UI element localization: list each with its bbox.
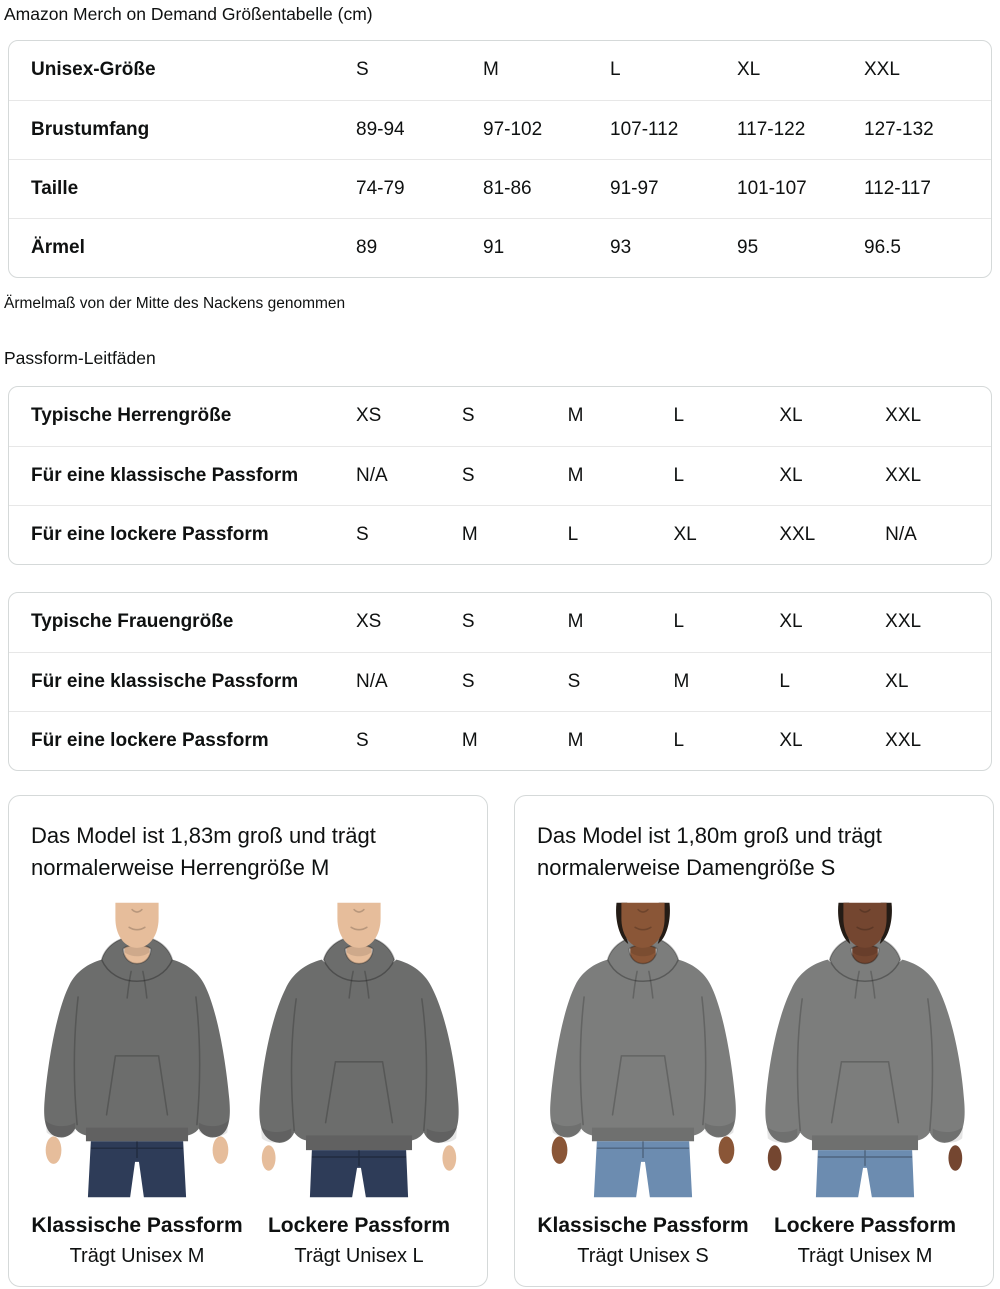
size-cell: 89 [356, 218, 483, 277]
table-row [9, 100, 991, 159]
size-cell: XXL [779, 505, 885, 564]
size-cell: 117-122 [737, 100, 864, 159]
size-cell: M [483, 59, 499, 81]
fit-size-caption: Trägt Unisex M [797, 1245, 933, 1267]
size-cell: XS [356, 611, 382, 633]
table-row [9, 41, 991, 100]
row-label: Für eine klassische Passform [9, 652, 356, 711]
page-title: Amazon Merch on Demand Größentabelle (cm) [4, 4, 373, 24]
size-cell: N/A [885, 505, 991, 564]
row-label: Für eine klassische Passform [9, 446, 356, 505]
row-label: Typische Herrengröße [31, 405, 232, 427]
size-cell: XXL [885, 405, 922, 427]
size-cell: L [610, 59, 621, 81]
size-cell: 101-107 [737, 159, 864, 218]
size-cell: L [779, 652, 885, 711]
fit-size-caption: Trägt Unisex M [69, 1245, 205, 1267]
size-cell: 107-112 [610, 100, 737, 159]
table-row [9, 218, 991, 277]
size-cell: 74-79 [356, 159, 483, 218]
size-cell: XL [737, 59, 761, 81]
size-cell: XXL [885, 711, 991, 770]
size-cell: 127-132 [864, 100, 991, 159]
man-classic-fit-photo [29, 900, 245, 1200]
size-cell: S [568, 652, 674, 711]
size-cell: 95 [737, 218, 864, 277]
fit-size-caption: Trägt Unisex S [577, 1245, 709, 1267]
size-cell: XL [779, 611, 803, 633]
row-label: Ärmel [9, 218, 356, 277]
size-cell: XL [779, 711, 885, 770]
table-row [9, 711, 991, 770]
size-cell: N/A [356, 652, 462, 711]
size-cell: S [462, 652, 568, 711]
size-cell: 93 [610, 218, 737, 277]
size-cell: L [673, 711, 779, 770]
woman-loose-fit-photo [757, 900, 973, 1200]
size-cell: S [461, 405, 475, 427]
fit-guides-title: Passform-Leitfäden [4, 348, 156, 368]
size-cell: S [356, 59, 369, 81]
fit-caption: Lockere Passform [773, 1214, 957, 1237]
model-photo-woman-classic [535, 900, 751, 1268]
model-photo-man-classic [29, 900, 245, 1268]
size-cell: S [356, 711, 462, 770]
row-label: Für eine lockere Passform [9, 505, 356, 564]
fit-caption: Lockere Passform [267, 1214, 451, 1237]
size-cell: M [568, 711, 674, 770]
womens-fit-table [8, 592, 992, 771]
woman-classic-fit-photo [535, 900, 751, 1200]
size-cell: XL [779, 446, 885, 505]
size-cell: S [461, 611, 475, 633]
unisex-size-table [8, 40, 992, 278]
size-cell: XL [673, 505, 779, 564]
man-loose-fit-photo [251, 900, 467, 1200]
size-cell: XL [779, 405, 803, 427]
size-cell: L [568, 505, 674, 564]
table-row [9, 652, 991, 711]
sleeve-measure-note: Ärmelmaß von der Mitte des Nackens genommen [4, 295, 346, 312]
size-cell: 91 [483, 218, 610, 277]
size-cell: 97-102 [483, 100, 610, 159]
size-cell: M [673, 652, 779, 711]
size-cell: 112-117 [864, 159, 991, 218]
mens-fit-table [8, 386, 992, 565]
size-cell: M [567, 611, 584, 633]
model-cards-row [8, 795, 992, 1287]
row-label: Für eine lockere Passform [9, 711, 356, 770]
size-cell: XXL [885, 611, 922, 633]
row-label: Typische Frauengröße [31, 611, 234, 633]
size-cell: M [568, 446, 674, 505]
table-row [9, 159, 991, 218]
table-row [9, 446, 991, 505]
model-photo-man-loose [251, 900, 467, 1268]
size-cell: L [673, 405, 685, 427]
size-cell: XXL [864, 59, 900, 81]
table-row [9, 387, 991, 446]
size-cell: XS [356, 405, 382, 427]
table-row [9, 505, 991, 564]
model-description: Das Model ist 1,80m groß und trägt normalerweise Damengröße S [537, 823, 882, 880]
size-cell: XXL [885, 446, 991, 505]
size-chart-page [4, 4, 992, 1287]
size-cell: M [567, 405, 584, 427]
female-model-card [514, 795, 994, 1287]
size-cell: S [462, 446, 568, 505]
photos-row [535, 900, 973, 1268]
size-cell: 81-86 [483, 159, 610, 218]
fit-caption: Klassische Passform [31, 1214, 243, 1237]
row-label: Brustumfang [9, 100, 356, 159]
photos-row [29, 900, 467, 1268]
model-photo-woman-loose [757, 900, 973, 1268]
size-cell: L [673, 446, 779, 505]
size-cell: N/A [356, 446, 462, 505]
row-label: Unisex-Größe [31, 59, 156, 81]
size-cell: M [462, 505, 568, 564]
size-cell: 96.5 [864, 218, 991, 277]
row-label: Taille [9, 159, 356, 218]
fit-caption: Klassische Passform [537, 1214, 749, 1237]
size-cell: 91-97 [610, 159, 737, 218]
size-cell: L [673, 611, 685, 633]
size-cell: S [356, 505, 462, 564]
model-description: Das Model ist 1,83m groß und trägt normalerweise Herrengröße M [31, 823, 376, 880]
table-row [9, 593, 991, 652]
size-cell: M [462, 711, 568, 770]
fit-size-caption: Trägt Unisex L [294, 1245, 424, 1267]
male-model-card [8, 795, 488, 1287]
size-cell: XL [885, 652, 991, 711]
size-cell: 89-94 [356, 100, 483, 159]
